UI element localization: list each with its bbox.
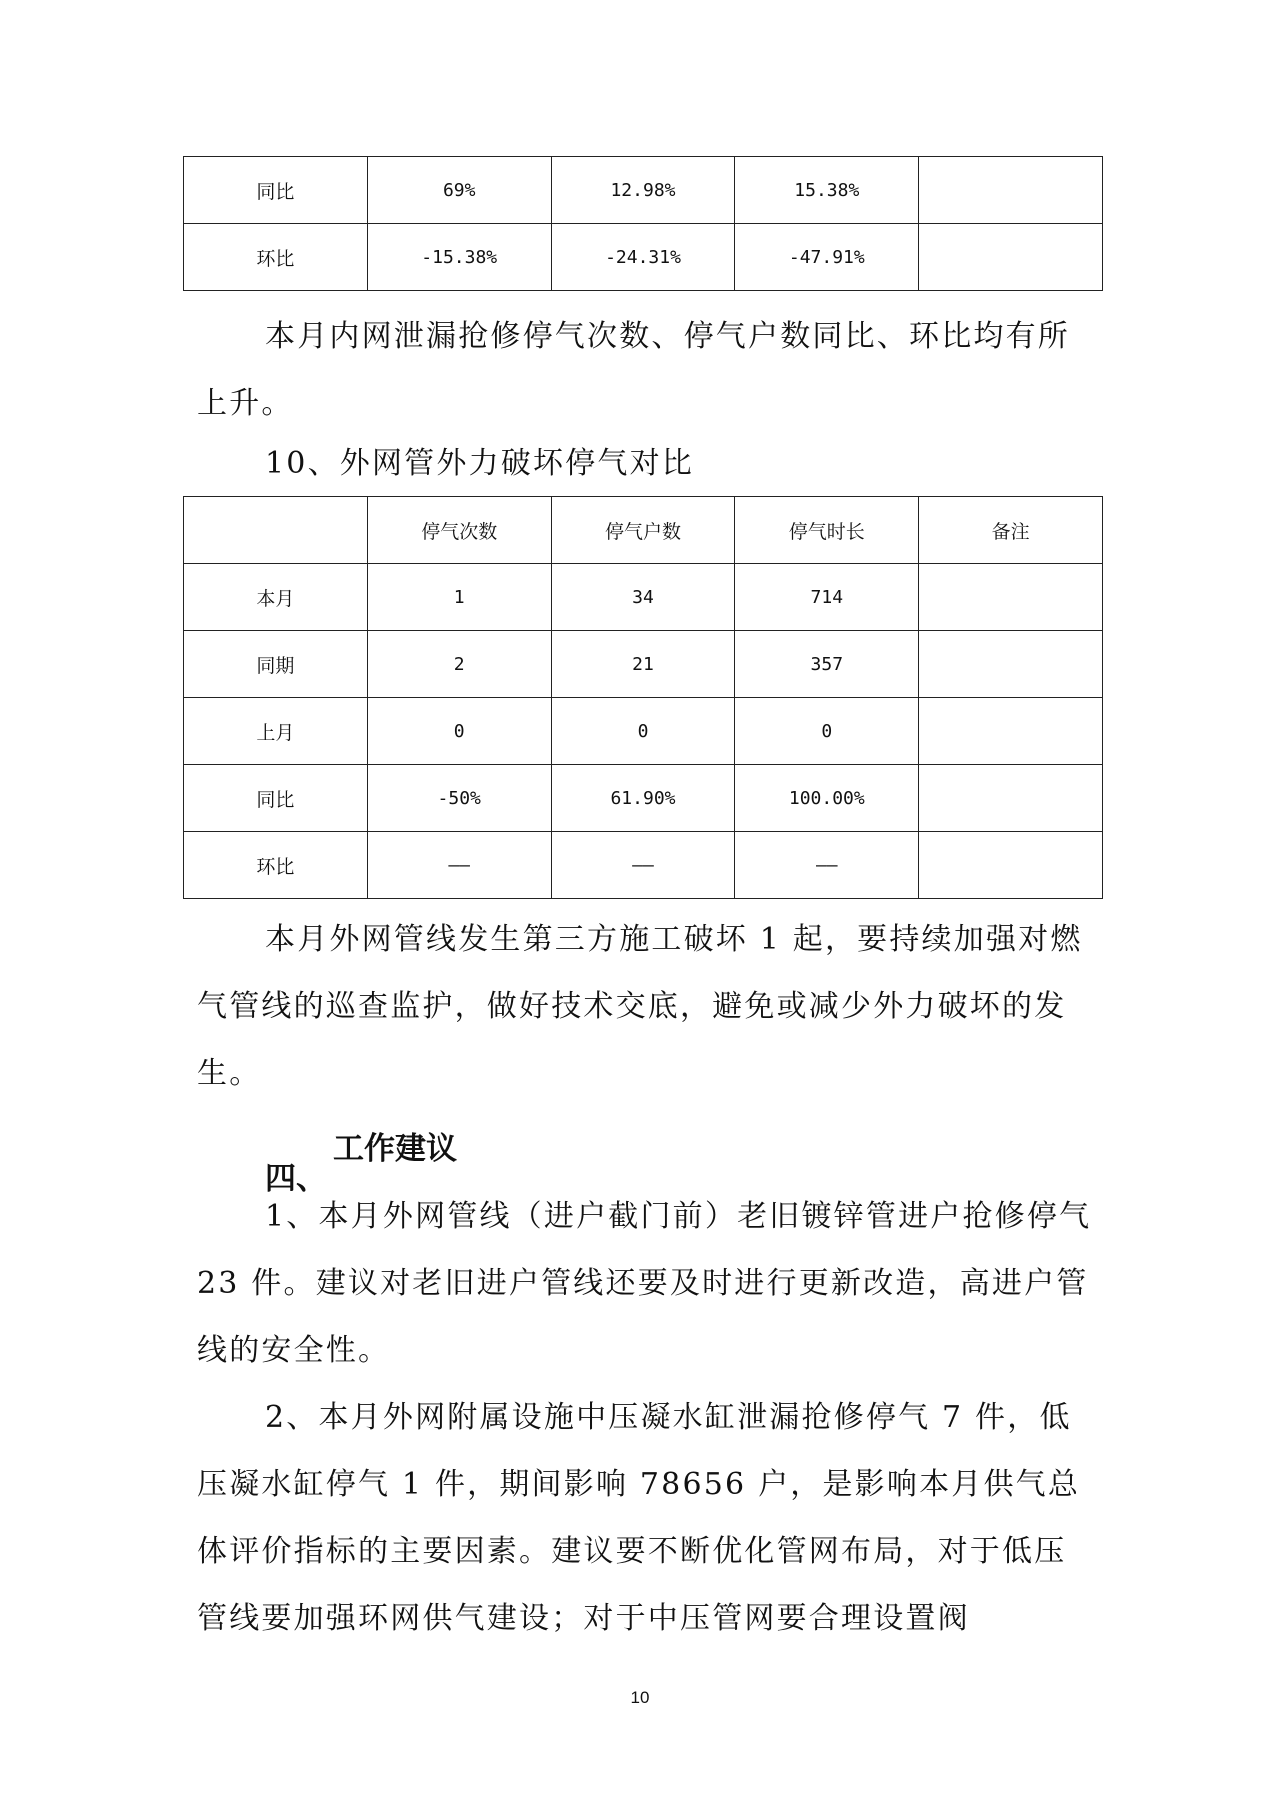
column-header: 停气户数	[551, 497, 735, 564]
column-header: 停气时长	[735, 497, 919, 564]
table-cell: -24.31%	[551, 224, 735, 291]
table-cell: 357	[735, 631, 919, 698]
table-cell: 69%	[367, 157, 551, 224]
table-row	[184, 564, 1103, 631]
row-label: 本月	[184, 564, 368, 631]
paragraph-suggestion-1	[197, 1183, 1097, 1384]
row-label: 同比	[184, 765, 368, 832]
column-header	[184, 497, 368, 564]
table-cell: 0	[735, 698, 919, 765]
paragraph-text: 本月外网管线发生第三方施工破坏 1 起，要持续加强对燃气管线的巡查监护，做好技术交底，避免或减少外力破坏的发生。	[197, 922, 1083, 1091]
table-cell: 100.00%	[735, 765, 919, 832]
table-cell: -50%	[367, 765, 551, 832]
row-label: 上月	[184, 698, 368, 765]
table-row	[184, 832, 1103, 899]
section-4-title: 工作建议	[333, 1131, 457, 1167]
row-label: 环比	[184, 224, 368, 291]
table-row	[184, 765, 1103, 832]
paragraph-text: 本月内网泄漏抢修停气次数、停气户数同比、环比均有所上升。	[197, 319, 1070, 421]
table-cell: 0	[551, 698, 735, 765]
paragraph-text: 2、本月外网附属设施中压凝水缸泄漏抢修停气 7 件，低压凝水缸停气 1 件，期间影响 78656 户，是影响本月供气总体评价指标的主要因素。建议要不断优化管网布局，对于低压管线要加强环网供气建设；对于中压管网要合理设置阀	[197, 1400, 1081, 1636]
table-cell: 0	[367, 698, 551, 765]
table-cell: 34	[551, 564, 735, 631]
table-header-row	[184, 497, 1103, 564]
table-cell	[919, 765, 1103, 832]
column-header: 停气次数	[367, 497, 551, 564]
table-top	[183, 156, 1103, 291]
paragraph-text: 1、本月外网管线（进户截门前）老旧镀锌管进户抢修停气 23 件。建议对老旧进户管线还要及时进行更新改造，高进户管线的安全性。	[197, 1199, 1092, 1368]
table-cell	[919, 224, 1103, 291]
table-cell: 61.90%	[551, 765, 735, 832]
table-external-damage	[183, 496, 1103, 899]
row-label: 环比	[184, 832, 368, 899]
table-cell: -47.91%	[735, 224, 919, 291]
table-cell: 1	[367, 564, 551, 631]
table-cell	[919, 698, 1103, 765]
table-cell: ——	[367, 832, 551, 899]
table-cell: -15.38%	[367, 224, 551, 291]
section-title-text: 10、外网管外力破坏停气对比	[265, 446, 694, 481]
table-cell: 21	[551, 631, 735, 698]
row-label: 同期	[184, 631, 368, 698]
paragraph-suggestion-2	[197, 1384, 1097, 1652]
column-header: 备注	[919, 497, 1103, 564]
table-row	[184, 224, 1103, 291]
row-label: 同比	[184, 157, 368, 224]
table-cell	[919, 832, 1103, 899]
table-cell: ——	[735, 832, 919, 899]
table-row	[184, 698, 1103, 765]
table-cell: ——	[551, 832, 735, 899]
table-cell	[919, 631, 1103, 698]
table-cell: 2	[367, 631, 551, 698]
section-4-number: 四、	[265, 1161, 327, 1197]
table-cell: 15.38%	[735, 157, 919, 224]
table-cell	[919, 157, 1103, 224]
table-row	[184, 631, 1103, 698]
page-number: 10	[630, 1688, 650, 1707]
paragraph-external-damage	[197, 906, 1097, 1107]
table-cell: 12.98%	[551, 157, 735, 224]
paragraph-internal-leak	[197, 303, 1097, 437]
table-row	[184, 157, 1103, 224]
table-cell: 714	[735, 564, 919, 631]
section-10-title	[197, 430, 1097, 497]
table-cell	[919, 564, 1103, 631]
